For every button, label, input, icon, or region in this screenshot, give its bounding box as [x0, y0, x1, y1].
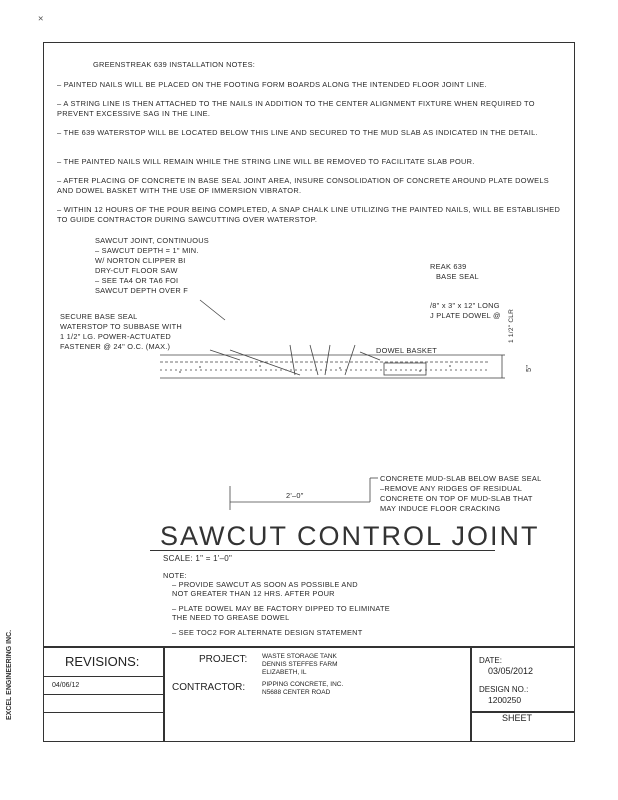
note-item: – THE PAINTED NAILS WILL REMAIN WHILE THE STRING LINE WILL BE REMOVED TO FACILITATE SLAB POUR. — [57, 157, 475, 166]
project-label: PROJECT: — [199, 654, 248, 665]
secure-callout: FASTENER @ 24" O.C. (MAX.) — [60, 342, 171, 351]
waterstop-callout: BASE SEAL — [436, 272, 479, 281]
dowel-basket-label: DOWEL BASKET — [376, 346, 438, 355]
note-item: – A STRING LINE IS THEN ATTACHED TO THE NAILS IN ADDITION TO THE CENTER ALIGNMENT FIXTURE WHEN REQUIRED TO PREVENT EXCESSIVE SAG IN THE LINE. — [57, 99, 535, 118]
design-label: DESIGN NO.: — [479, 685, 529, 694]
dowel-callout: J PLATE DOWEL @ — [430, 311, 501, 320]
mudslab-callout: MAY INDUCE FLOOR CRACKING — [380, 504, 501, 513]
scale-label: SCALE: 1" = 1'–0" — [163, 554, 233, 563]
dowel-callout: /8" x 3" x 12" LONG — [430, 301, 500, 310]
project-line: ELIZABETH, IL — [262, 669, 307, 676]
callout-line: – SAWCUT DEPTH = 1" MIN. — [95, 246, 199, 255]
project-line: DENNIS STEFFES FARM — [262, 661, 338, 668]
dimension-label: 2'–0" — [286, 491, 304, 500]
clearance-label: 1 1/2" CLR — [508, 308, 515, 343]
note-line: THE NEED TO GREASE DOWEL — [172, 613, 290, 622]
revisions-label: REVISIONS: — [65, 654, 140, 669]
note-line: NOT GREATER THAN 12 HRS. AFTER POUR — [172, 589, 335, 598]
date-label: DATE: — [479, 656, 502, 665]
notes-title: GREENSTREAK 639 INSTALLATION NOTES: — [93, 60, 256, 69]
note-item: – WITHIN 12 HOURS OF THE POUR BEING COMPLETED, A SNAP CHALK LINE UTILIZING THE PAINTED NAILS, WILL BE ESTABLISHED TO GUIDE CONTRACTOR DURING SAWCUTTING OVER WATERSTOP. — [57, 205, 561, 224]
secure-callout: WATERSTOP TO SUBBASE WITH — [60, 322, 182, 331]
note-item: – PAINTED NAILS WILL BE PLACED ON THE FOOTING FORM BOARDS ALONG THE INTENDED FLOOR JOINT LINE. — [57, 80, 487, 89]
mudslab-callout: –REMOVE ANY RIDGES OF RESIDUAL — [380, 484, 523, 493]
note-item: – THE 639 WATERSTOP WILL BE LOCATED BELOW THIS LINE AND SECURED TO THE MUD SLAB AS INDICATED IN THE DETAIL. — [57, 128, 538, 137]
project-line: WASTE STORAGE TANK — [262, 653, 337, 660]
note-item: – AFTER PLACING OF CONCRETE IN BASE SEAL JOINT AREA, INSURE CONSOLIDATION OF CONCRETE AROUND PLATE DOWELS AND DOWEL BASKET WITH THE USE OF IMMERSION VIBRATOR. — [57, 176, 549, 195]
mudslab-callout: CONCRETE MUD-SLAB BELOW BASE SEAL — [380, 474, 542, 483]
callout-line: SAWCUT JOINT, CONTINUOUS — [95, 236, 209, 245]
design-value: 1200250 — [488, 695, 522, 705]
contractor-line: PIPPING CONCRETE, INC. — [262, 681, 344, 688]
date-value: 03/05/2012 — [488, 666, 534, 676]
title-underline — [150, 550, 495, 551]
revision-date: 04/06/12 — [52, 682, 80, 689]
note-line: – SEE TOC2 FOR ALTERNATE DESIGN STATEMENT — [172, 628, 363, 637]
callout-line: SAWCUT DEPTH OVER F — [95, 286, 189, 295]
callout-line: – SEE TA4 OR TA6 FOI — [95, 276, 179, 285]
detail-title: SAWCUT CONTROL JOINT — [160, 521, 540, 551]
sheet-label: SHEET — [502, 713, 533, 723]
callout-line: W/ NORTON CLIPPER BI — [95, 256, 186, 265]
note-line: – PROVIDE SAWCUT AS SOON AS POSSIBLE AND — [172, 580, 358, 589]
callout-line: DRY-CUT FLOOR SAW — [95, 266, 178, 275]
note-label: NOTE: — [163, 571, 187, 580]
waterstop-callout: REAK 639 — [430, 262, 467, 271]
secure-callout: SECURE BASE SEAL — [60, 312, 138, 321]
contractor-label: CONTRACTOR: — [172, 682, 246, 693]
mudslab-callout: CONCRETE ON TOP OF MUD-SLAB THAT — [380, 494, 533, 503]
company-name: EXCEL ENGINEERING INC. — [6, 629, 13, 720]
depth-label: 5" — [524, 364, 533, 372]
secure-callout: 1 1/2" LG. POWER-ACTUATED — [60, 332, 171, 341]
note-line: – PLATE DOWEL MAY BE FACTORY DIPPED TO ELIMINATE — [172, 604, 390, 613]
contractor-line: N5688 CENTER ROAD — [262, 689, 331, 696]
corner-mark: ✕ — [38, 14, 44, 24]
